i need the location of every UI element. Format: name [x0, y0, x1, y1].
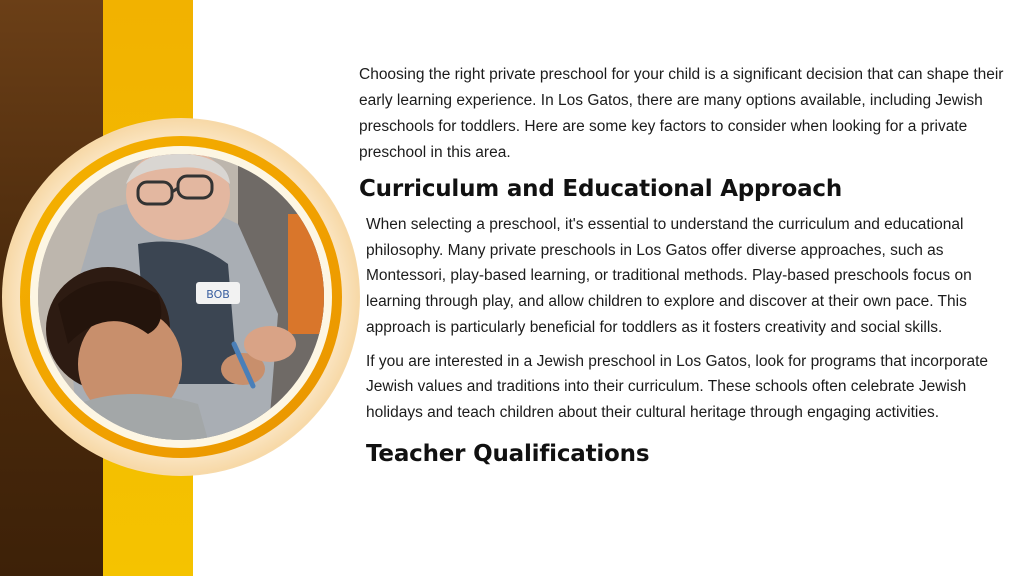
section-heading-teachers: Teacher Qualifications	[366, 440, 650, 467]
curriculum-paragraph-2: If you are interested in a Jewish preschool in Los Gatos, look for programs that incorporate Jewish values and traditions into their curriculum. These schools often celebrate Jewish holidays and teach children about their cultural heritage through engaging activities.	[366, 352, 989, 421]
teacher-child-photo	[38, 154, 324, 440]
name-tag-text: BOB	[206, 288, 230, 301]
article-content	[359, 62, 1009, 469]
intro-paragraph: Choosing the right private preschool for your child is a significant decision that can shape their early learning experience. In Los Gatos, there are many options available, including Jewish preschools for toddlers. Here are some key factors to consider when looking for a private preschool in this area.	[359, 66, 1004, 161]
section-heading-curriculum: Curriculum and Educational Approach	[359, 176, 842, 202]
curriculum-paragraph-1: When selecting a preschool, it's essential to understand the curriculum and educational philosophy. Many private preschools in Los Gatos offer diverse approaches, such as Montessori, play-based learning, or traditional methods. Play-based preschools focus on learning through play, and allow children to explore and discover at their own pace. This approach is particularly beneficial for toddlers as it fosters creativity and social skills.	[366, 216, 972, 336]
